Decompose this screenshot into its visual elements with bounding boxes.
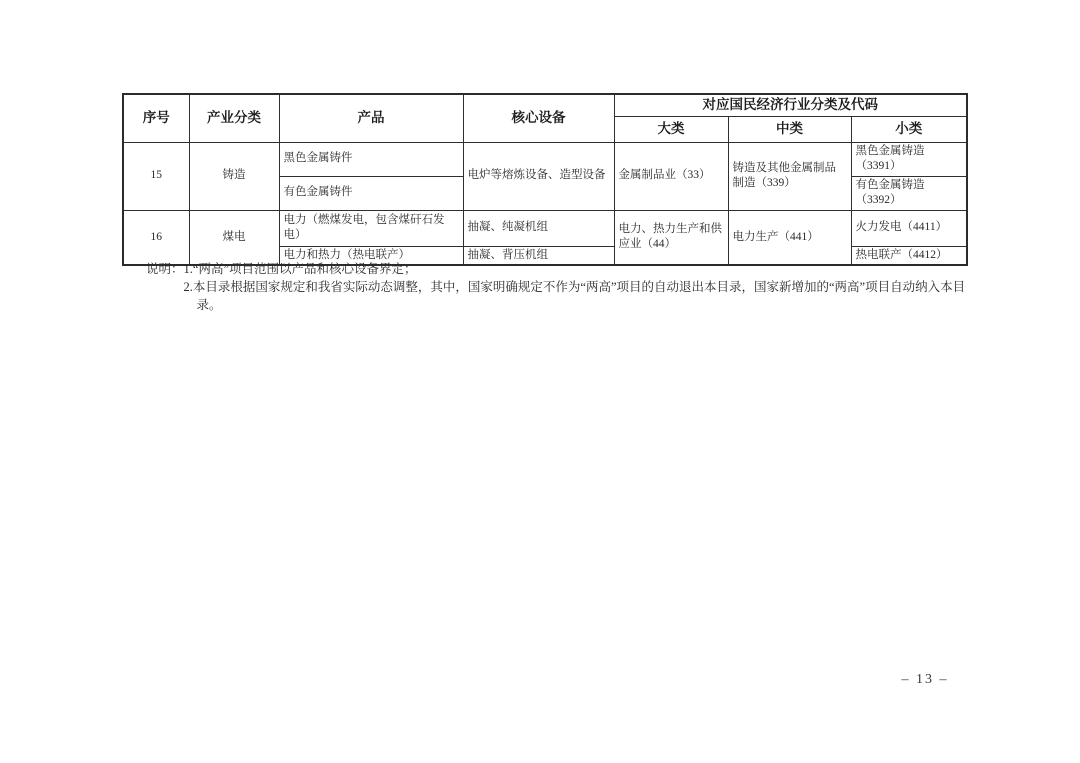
cell-product: 有色金属铸件 <box>279 176 463 210</box>
cell-middle: 铸造及其他金属制品制造（339） <box>728 142 851 210</box>
notes-block <box>146 260 970 314</box>
header-equipment: 核心设备 <box>463 94 614 142</box>
cell-minor: 黑色金属铸造（3391） <box>851 142 967 176</box>
cell-minor: 火力发电（4411） <box>851 210 967 246</box>
note-item-2: 2.本目录根据国家规定和我省实际动态调整，其中，国家明确规定不作为“两高”项目的自动退出本目录，国家新增加的“两高”项目自动纳入本目录。 <box>183 280 966 313</box>
cell-middle: 电力生产（441） <box>728 210 851 265</box>
cell-index: 16 <box>123 210 189 265</box>
header-product: 产品 <box>279 94 463 142</box>
cell-industry: 铸造 <box>189 142 279 210</box>
cell-equipment: 抽凝、背压机组 <box>463 246 614 265</box>
cell-product: 电力和热力（热电联产） <box>279 246 463 265</box>
table-row <box>123 142 967 176</box>
header-middle-category: 中类 <box>728 116 851 142</box>
cell-index: 15 <box>123 142 189 210</box>
notes-label: 说明： <box>146 262 184 276</box>
industry-classification-table <box>122 93 968 266</box>
header-index: 序号 <box>123 94 189 142</box>
table-row <box>123 210 967 246</box>
header-industry: 产业分类 <box>189 94 279 142</box>
header-minor-category: 小类 <box>851 116 967 142</box>
page-number: – 13 – <box>901 672 949 687</box>
cell-industry: 煤电 <box>189 210 279 265</box>
cell-minor: 有色金属铸造（3392） <box>851 176 967 210</box>
header-major-category: 大类 <box>614 116 728 142</box>
notes-items <box>184 260 966 314</box>
header-economy-mapping: 对应国民经济行业分类及代码 <box>614 94 967 116</box>
note-item-1: 1.“两高”项目范围以产品和核心设备界定； <box>183 262 417 276</box>
cell-equipment: 电炉等熔炼设备、造型设备 <box>463 142 614 210</box>
cell-major: 金属制品业（33） <box>614 142 728 210</box>
cell-product: 黑色金属铸件 <box>279 142 463 176</box>
cell-product: 电力（燃煤发电，包含煤矸石发电） <box>279 210 463 246</box>
cell-equipment: 抽凝、纯凝机组 <box>463 210 614 246</box>
cell-minor: 热电联产（4412） <box>851 246 967 265</box>
cell-major: 电力、热力生产和供应业（44） <box>614 210 728 265</box>
